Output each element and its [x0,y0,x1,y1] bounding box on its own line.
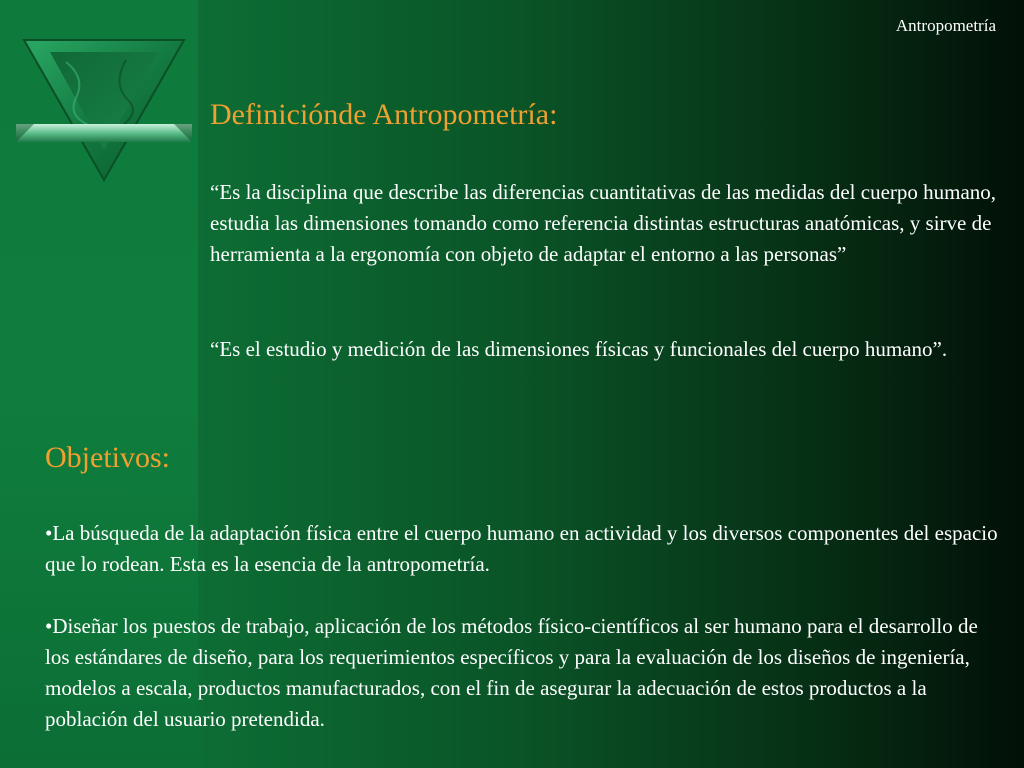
objective-bullet-1: •La búsqueda de la adaptación física entre el cuerpo humano en actividad y los diversos componentes del espacio que lo rodean. Esta es la esencia de la antropometría. [45,521,998,576]
definition-quote-2: “Es el estudio y medición de las dimensiones físicas y funcionales del cuerpo humano”. [210,337,948,361]
definition-quote-1: “Es la disciplina que describe las diferencias cuantitativas de las medidas del cuerpo humano, estudia las dimensiones tomando como referencia distintas estructuras anatómicas, y sirve de herramienta a la ergonomía con objeto de adaptar el entorno a las personas” [210,180,997,266]
objective-bullet-2: •Diseñar los puestos de trabajo, aplicación de los métodos físico-científicos al ser humano para el desarrollo de los estándares de diseño, para los requerimientos específicos y para la evaluación de los diseños de ingeniería, modelos a escala, productos manufacturados, con el fin de asegurar la adecuación de estos productos a la población del usuario pretendida. [45,614,978,731]
slide-header-title: Antropometría [895,16,996,35]
definition-title: Definiciónde Antropometría: [210,98,558,131]
objectives-title: Objetivos: [45,441,170,474]
inverted-triangle-marble-logo-icon [16,38,192,184]
